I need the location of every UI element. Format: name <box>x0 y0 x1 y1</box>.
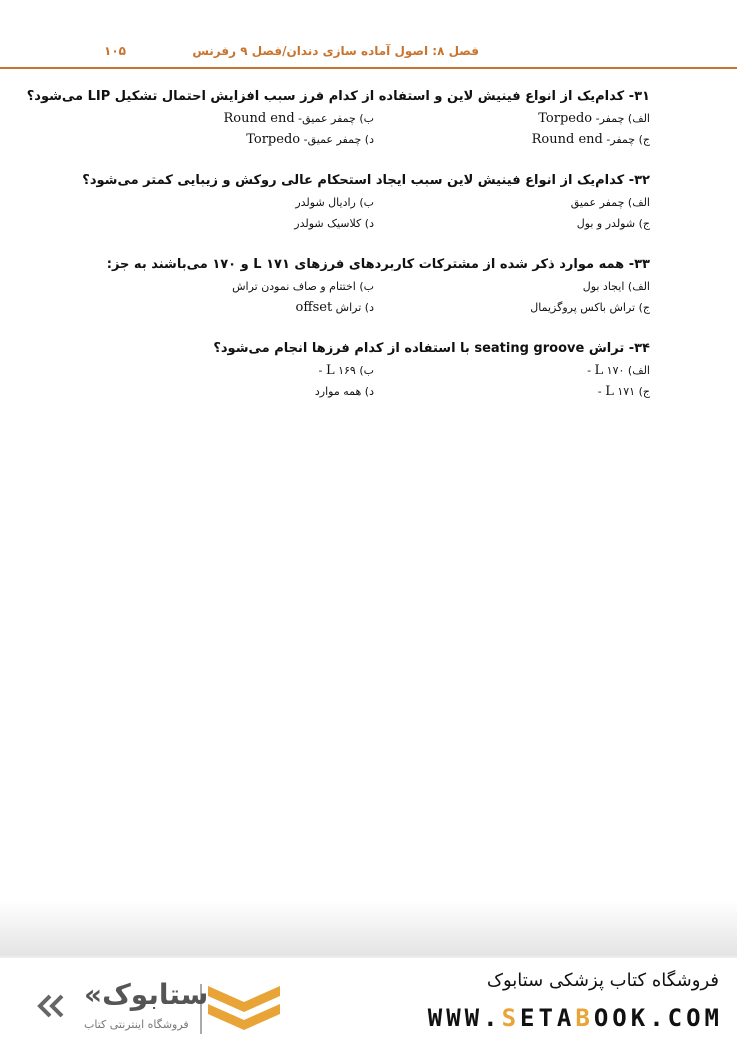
question-34 <box>88 338 650 402</box>
question-33 <box>88 254 650 318</box>
option-a: الف) L ۱۷۰ - <box>587 363 650 378</box>
options-grid <box>88 192 650 234</box>
option-c: ج) چمفر- Round end <box>531 132 650 147</box>
question-31 <box>26 86 650 150</box>
option-d: د) همه موارد <box>314 385 374 398</box>
option-a: الف) چمفر- Torpedo <box>538 111 650 126</box>
question-list <box>26 86 650 422</box>
option-b: ب) اختتام و صاف نمودن تراش <box>232 280 374 293</box>
options-grid <box>88 360 650 402</box>
page-number: ۱۰۵ <box>104 44 126 58</box>
option-a: الف) چمفر عمیق <box>570 196 650 209</box>
store-title: فروشگاه کتاب پزشکی ستابوک <box>486 970 719 991</box>
options-grid <box>88 276 650 318</box>
question-text: ۳۳- همه موارد ذکر شده از مشترکات کاربردهای فرزهای L ۱۷۱ و ۱۷۰ می‌باشند به جز: <box>106 257 650 272</box>
option-b: ب) رادیال شولدر <box>295 196 374 209</box>
logo-wordmark: «ستابوک <box>84 978 209 1011</box>
store-url-link[interactable]: WWW.SETABOOK.COM <box>427 1004 723 1032</box>
question-text: ۳۱- کدام‌یک از انواع فینیش لاین و استفاده از کدام فرز سبب افزایش احتمال تشکیل LIP می‌شود؟ <box>26 89 650 104</box>
running-title: فصل ۸: اصول آماده سازی دندان/فصل ۹ رفرنس <box>192 44 479 58</box>
option-b: ب) چمفر عمیق- Round end <box>223 111 374 126</box>
option-d: د) تراش offset <box>295 300 374 315</box>
option-b: ب) L ۱۶۹ - <box>318 363 374 378</box>
logo-tagline: فروشگاه اینترنتی کتاب <box>84 1018 189 1031</box>
option-c: ج) شولدر و بول <box>576 217 650 230</box>
option-d: د) چمفر عمیق- Torpedo <box>246 132 374 147</box>
setabook-logo[interactable] <box>36 978 286 1038</box>
question-text: ۳۲- کدام‌یک از انواع فینیش لاین سبب ایجاد استحکام عالی روکش و زیبایی کمتر می‌شود؟ <box>82 173 650 188</box>
option-c: ج) تراش باکس پروگزیمال <box>530 301 650 314</box>
option-d: د) کلاسیک شولدر <box>294 217 374 230</box>
option-a: الف) ایجاد بول <box>582 280 650 293</box>
header-divider <box>0 67 737 69</box>
page-header <box>0 0 737 70</box>
question-32 <box>82 170 650 234</box>
options-grid <box>88 108 650 150</box>
question-text: ۳۴- تراش seating groove با استفاده از کدام فرزها انجام می‌شود؟ <box>213 341 650 356</box>
option-c: ج) L ۱۷۱ - <box>597 384 650 399</box>
